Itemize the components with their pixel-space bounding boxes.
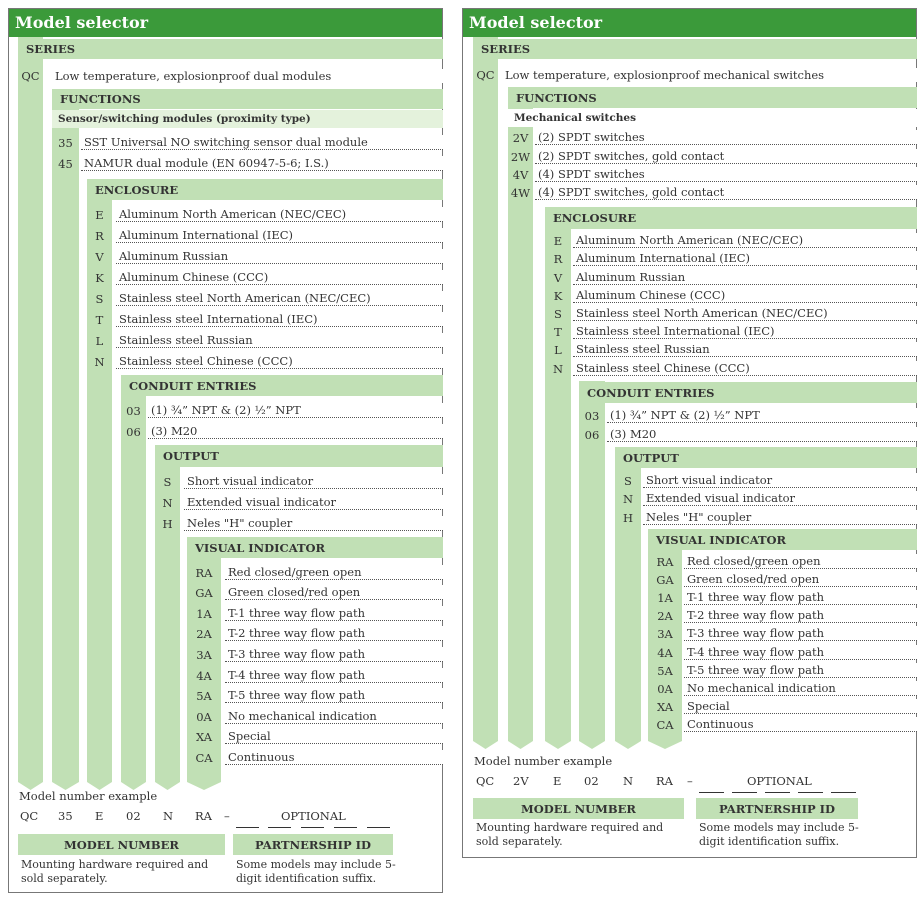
right-output-header: OUTPUT bbox=[615, 447, 917, 468]
right-column-series bbox=[473, 37, 498, 749]
right-enclosure-row bbox=[545, 268, 917, 284]
right-functions-header: FUNCTIONS bbox=[508, 87, 917, 108]
right-functions-code: 4V bbox=[512, 167, 529, 182]
left-example-code-output: N bbox=[163, 809, 174, 823]
right-functions-code: 4W bbox=[510, 186, 531, 201]
left-example-code-visual: RA bbox=[195, 809, 212, 823]
right-model-number-note: Mounting hardware required and sold separately. bbox=[476, 821, 664, 848]
left-conduit-row bbox=[121, 399, 443, 418]
left-enclosure-code: S bbox=[95, 292, 104, 306]
right-example-code-visual: RA bbox=[656, 774, 673, 788]
right-visual-code: CA bbox=[656, 717, 674, 732]
right-visual-code: 3A bbox=[657, 627, 673, 642]
left-functions-subheader: Sensor/switching modules (proximity type) bbox=[52, 110, 443, 128]
left-visual-row bbox=[187, 561, 443, 580]
left-output-code: S bbox=[163, 475, 172, 489]
left-enclosure-row bbox=[87, 329, 443, 348]
left-column-functions bbox=[52, 89, 79, 790]
left-enclosure-header: ENCLOSURE bbox=[87, 179, 443, 200]
right-output-code: H bbox=[622, 510, 634, 525]
right-visual-row bbox=[648, 589, 917, 605]
right-title: Model selector bbox=[463, 9, 916, 37]
right-optional-underline-1 bbox=[699, 792, 724, 793]
right-enclosure-row bbox=[545, 287, 917, 303]
right-visual-code: XA bbox=[656, 699, 674, 714]
left-visual-desc: Special bbox=[225, 729, 443, 744]
left-visual-row bbox=[187, 705, 443, 724]
left-enclosure-code: R bbox=[95, 229, 104, 243]
left-example-optional: OPTIONAL bbox=[281, 809, 346, 823]
right-functions-subheader: Mechanical switches bbox=[508, 109, 917, 127]
left-enclosure-desc: Aluminum International (IEC) bbox=[116, 228, 443, 243]
left-output-row bbox=[155, 491, 443, 510]
right-example-code-series: QC bbox=[476, 774, 495, 788]
left-functions-code: 45 bbox=[58, 157, 73, 171]
right-visual-code: 5A bbox=[657, 663, 673, 678]
right-functions-desc: (4) SPDT switches, gold contact bbox=[535, 185, 917, 200]
right-visual-desc: T-1 three way flow path bbox=[684, 590, 917, 605]
right-partnership-note: Some models may include 5-digit identification suffix. bbox=[699, 821, 859, 848]
right-series-desc: Low temperature, explosionproof mechanical switches bbox=[502, 68, 917, 82]
left-enclosure-desc: Stainless steel Russian bbox=[116, 333, 443, 348]
left-column-series bbox=[18, 37, 43, 790]
right-output-desc: Short visual indicator bbox=[643, 473, 917, 488]
right-visual-desc: T-3 three way flow path bbox=[684, 626, 917, 641]
left-conduit-desc: (1) ¾” NPT & (2) ½” NPT bbox=[148, 403, 443, 418]
right-enclosure-row bbox=[545, 305, 917, 321]
right-output-row bbox=[615, 471, 917, 488]
left-visual-desc: Continuous bbox=[225, 750, 443, 765]
right-enclosure-desc: Stainless steel International (IEC) bbox=[573, 324, 917, 339]
left-visual-desc: T-1 three way flow path bbox=[225, 606, 443, 621]
left-output-row bbox=[155, 512, 443, 531]
right-enclosure-code: R bbox=[553, 252, 563, 267]
left-visual-row bbox=[187, 582, 443, 601]
left-visual-desc: Red closed/green open bbox=[225, 565, 443, 580]
right-example-code-enclosure: E bbox=[553, 774, 562, 788]
right-conduit-code: 06 bbox=[584, 428, 600, 442]
left-conduit-row bbox=[121, 420, 443, 439]
right-functions-desc: (4) SPDT switches bbox=[535, 167, 917, 182]
left-series-code: QC bbox=[21, 69, 40, 83]
right-enclosure-desc: Stainless steel Russian bbox=[573, 342, 917, 357]
right-functions-desc: (2) SPDT switches bbox=[535, 130, 917, 145]
right-enclosure-code: N bbox=[552, 361, 564, 376]
left-example-code-conduit: 02 bbox=[126, 809, 141, 823]
right-enclosure-code: T bbox=[554, 325, 562, 340]
right-enclosure-row bbox=[545, 250, 917, 266]
left-visual-row bbox=[187, 643, 443, 662]
left-output-header: OUTPUT bbox=[155, 445, 443, 467]
left-visual-code: RA bbox=[195, 565, 213, 580]
right-visual-desc: T-5 three way flow path bbox=[684, 663, 917, 678]
left-output-desc: Neles "H" coupler bbox=[184, 516, 443, 531]
left-enclosure-code: V bbox=[95, 250, 104, 264]
left-enclosure-desc: Stainless steel International (IEC) bbox=[116, 312, 443, 327]
left-visual-code: 5A bbox=[196, 689, 212, 704]
right-enclosure-desc: Aluminum International (IEC) bbox=[573, 251, 917, 266]
right-functions-row bbox=[508, 129, 917, 145]
right-visual-header: VISUAL INDICATOR bbox=[648, 529, 917, 550]
right-visual-row bbox=[648, 698, 917, 714]
right-model-number-label: MODEL NUMBER bbox=[473, 798, 684, 819]
right-functions-row bbox=[508, 147, 917, 163]
left-visual-code: CA bbox=[195, 750, 213, 765]
right-enclosure-code: E bbox=[553, 234, 563, 249]
right-enclosure-desc: Aluminum North American (NEC/CEC) bbox=[573, 233, 917, 248]
right-visual-desc: Green closed/red open bbox=[684, 572, 917, 587]
right-functions-desc: (2) SPDT switches, gold contact bbox=[535, 149, 917, 164]
left-enclosure-row bbox=[87, 287, 443, 306]
right-example-code-conduit: 02 bbox=[584, 774, 599, 788]
right-example-code-output: N bbox=[623, 774, 634, 788]
right-example-code-function: 2V bbox=[513, 774, 529, 788]
right-optional-underline-2 bbox=[732, 792, 757, 793]
left-model-number-note: Mounting hardware required and sold separately. bbox=[21, 858, 209, 885]
left-functions-row bbox=[52, 152, 443, 171]
left-enclosure-row bbox=[87, 350, 443, 369]
left-conduit-desc: (3) M20 bbox=[148, 424, 443, 439]
left-enclosure-desc: Aluminum Russian bbox=[116, 249, 443, 264]
left-output-desc: Short visual indicator bbox=[184, 474, 443, 489]
left-visual-code: 1A bbox=[196, 606, 212, 621]
right-enclosure-code: L bbox=[554, 343, 562, 358]
right-conduit-row bbox=[579, 406, 917, 423]
left-visual-row bbox=[187, 664, 443, 683]
right-visual-code: RA bbox=[656, 555, 674, 570]
left-enclosure-row bbox=[87, 203, 443, 222]
right-conduit-desc: (1) ¾” NPT & (2) ½” NPT bbox=[607, 408, 917, 423]
right-functions-code: 2V bbox=[512, 131, 529, 146]
right-example-dash: – bbox=[687, 774, 693, 788]
left-example-dash: – bbox=[224, 809, 230, 823]
right-series-code: QC bbox=[476, 68, 495, 82]
right-visual-desc: Continuous bbox=[684, 717, 917, 732]
left-visual-desc: No mechanical indication bbox=[225, 709, 443, 724]
left-visual-header: VISUAL INDICATOR bbox=[187, 537, 443, 558]
left-optional-underline-3 bbox=[301, 827, 324, 828]
right-visual-code: GA bbox=[656, 573, 674, 588]
right-enclosure-row bbox=[545, 232, 917, 248]
left-visual-desc: T-2 three way flow path bbox=[225, 626, 443, 641]
left-visual-desc: T-3 three way flow path bbox=[225, 647, 443, 662]
left-enclosure-code: E bbox=[95, 208, 104, 222]
left-partnership-note: Some models may include 5-digit identification suffix. bbox=[236, 858, 396, 885]
right-conduit-row bbox=[579, 425, 917, 442]
left-enclosure-row bbox=[87, 245, 443, 264]
left-enclosure-desc: Stainless steel North American (NEC/CEC) bbox=[116, 291, 443, 306]
left-model-selector bbox=[8, 8, 443, 893]
right-series-row bbox=[473, 62, 917, 82]
left-enclosure-code: T bbox=[95, 313, 104, 327]
right-output-row bbox=[615, 490, 917, 507]
left-output-code: H bbox=[162, 517, 173, 531]
right-visual-row bbox=[648, 625, 917, 641]
right-conduit-header: CONDUIT ENTRIES bbox=[579, 382, 917, 403]
left-optional-underline-2 bbox=[268, 827, 291, 828]
right-visual-row bbox=[648, 644, 917, 660]
left-visual-desc: Green closed/red open bbox=[225, 585, 443, 600]
right-visual-desc: Special bbox=[684, 699, 917, 714]
left-enclosure-desc: Aluminum Chinese (CCC) bbox=[116, 270, 443, 285]
left-functions-row bbox=[52, 131, 443, 150]
left-conduit-code: 03 bbox=[126, 404, 141, 418]
left-visual-row bbox=[187, 726, 443, 745]
left-visual-code: XA bbox=[195, 730, 213, 745]
right-visual-row bbox=[648, 553, 917, 569]
right-visual-row bbox=[648, 662, 917, 678]
right-enclosure-code: S bbox=[554, 306, 562, 321]
right-enclosure-desc: Stainless steel Chinese (CCC) bbox=[573, 361, 917, 376]
right-enclosure-row bbox=[545, 341, 917, 357]
left-functions-desc: NAMUR dual module (EN 60947-5-6; I.S.) bbox=[81, 156, 443, 171]
right-visual-row bbox=[648, 716, 917, 732]
left-example-code-series: QC bbox=[20, 809, 39, 823]
left-series-row bbox=[18, 63, 443, 83]
left-visual-code: GA bbox=[195, 586, 213, 601]
right-visual-desc: T-4 three way flow path bbox=[684, 645, 917, 660]
left-enclosure-code: L bbox=[95, 334, 104, 348]
right-visual-row bbox=[648, 607, 917, 623]
left-output-code: N bbox=[162, 496, 173, 510]
right-visual-row bbox=[648, 571, 917, 587]
right-visual-code: 4A bbox=[657, 645, 673, 660]
left-model-number-label: MODEL NUMBER bbox=[18, 834, 225, 855]
right-example-label: Model number example bbox=[474, 754, 613, 768]
left-partnership-label: PARTNERSHIP ID bbox=[233, 834, 393, 855]
right-conduit-desc: (3) M20 bbox=[607, 427, 917, 442]
left-visual-row bbox=[187, 746, 443, 765]
left-visual-code: 4A bbox=[196, 668, 212, 683]
right-visual-code: 2A bbox=[657, 609, 673, 624]
left-enclosure-desc: Stainless steel Chinese (CCC) bbox=[116, 354, 443, 369]
left-output-row bbox=[155, 470, 443, 489]
right-optional-underline-5 bbox=[831, 792, 856, 793]
left-visual-desc: T-5 three way flow path bbox=[225, 688, 443, 703]
left-visual-row bbox=[187, 602, 443, 621]
left-visual-row bbox=[187, 685, 443, 704]
left-conduit-header: CONDUIT ENTRIES bbox=[121, 375, 443, 396]
right-example-optional: OPTIONAL bbox=[747, 774, 812, 788]
right-enclosure-row bbox=[545, 359, 917, 375]
left-enclosure-code: N bbox=[94, 355, 105, 369]
right-enclosure-code: V bbox=[553, 270, 563, 285]
right-optional-underline-4 bbox=[798, 792, 823, 793]
left-functions-header: FUNCTIONS bbox=[52, 89, 443, 109]
right-visual-code: 1A bbox=[657, 591, 673, 606]
right-model-selector bbox=[462, 8, 917, 858]
left-optional-underline-5 bbox=[367, 827, 390, 828]
left-enclosure-row bbox=[87, 224, 443, 243]
left-visual-code: 0A bbox=[196, 709, 212, 724]
right-output-code: S bbox=[624, 473, 632, 488]
right-visual-desc: Red closed/green open bbox=[684, 554, 917, 569]
right-output-row bbox=[615, 508, 917, 525]
left-example-code-function: 35 bbox=[58, 809, 73, 823]
left-enclosure-desc: Aluminum North American (NEC/CEC) bbox=[116, 207, 443, 222]
right-enclosure-header: ENCLOSURE bbox=[545, 207, 917, 229]
right-visual-code: 0A bbox=[657, 681, 673, 696]
left-enclosure-row bbox=[87, 308, 443, 327]
right-enclosure-desc: Stainless steel North American (NEC/CEC) bbox=[573, 306, 917, 321]
right-conduit-code: 03 bbox=[584, 409, 600, 423]
left-conduit-code: 06 bbox=[126, 425, 141, 439]
right-functions-row bbox=[508, 184, 917, 200]
left-visual-desc: T-4 three way flow path bbox=[225, 668, 443, 683]
left-optional-underline-1 bbox=[236, 827, 259, 828]
left-visual-code: 3A bbox=[196, 647, 212, 662]
right-functions-code: 2W bbox=[510, 149, 531, 164]
left-output-desc: Extended visual indicator bbox=[184, 495, 443, 510]
right-series-header: SERIES bbox=[473, 39, 917, 59]
right-output-desc: Extended visual indicator bbox=[643, 491, 917, 506]
left-example-label: Model number example bbox=[19, 789, 158, 803]
left-functions-desc: SST Universal NO switching sensor dual module bbox=[81, 135, 443, 150]
left-visual-code: 2A bbox=[196, 627, 212, 642]
right-output-code: N bbox=[622, 492, 634, 506]
left-enclosure-row bbox=[87, 266, 443, 285]
left-example-code-enclosure: E bbox=[95, 809, 104, 823]
right-enclosure-desc: Aluminum Russian bbox=[573, 270, 917, 285]
right-output-desc: Neles "H" coupler bbox=[643, 510, 917, 525]
right-partnership-label: PARTNERSHIP ID bbox=[696, 798, 858, 819]
left-functions-code: 35 bbox=[58, 136, 73, 150]
right-visual-desc: No mechanical indication bbox=[684, 681, 917, 696]
right-visual-desc: T-2 three way flow path bbox=[684, 608, 917, 623]
left-optional-underline-4 bbox=[334, 827, 357, 828]
left-enclosure-code: K bbox=[95, 271, 104, 285]
right-enclosure-row bbox=[545, 323, 917, 339]
right-functions-row bbox=[508, 166, 917, 182]
left-visual-row bbox=[187, 623, 443, 642]
right-enclosure-code: K bbox=[553, 288, 563, 303]
right-enclosure-desc: Aluminum Chinese (CCC) bbox=[573, 288, 917, 303]
left-title: Model selector bbox=[9, 9, 442, 37]
right-visual-row bbox=[648, 680, 917, 696]
left-series-header: SERIES bbox=[18, 39, 443, 59]
left-series-desc: Low temperature, explosionproof dual modules bbox=[52, 69, 443, 83]
right-optional-underline-3 bbox=[765, 792, 790, 793]
